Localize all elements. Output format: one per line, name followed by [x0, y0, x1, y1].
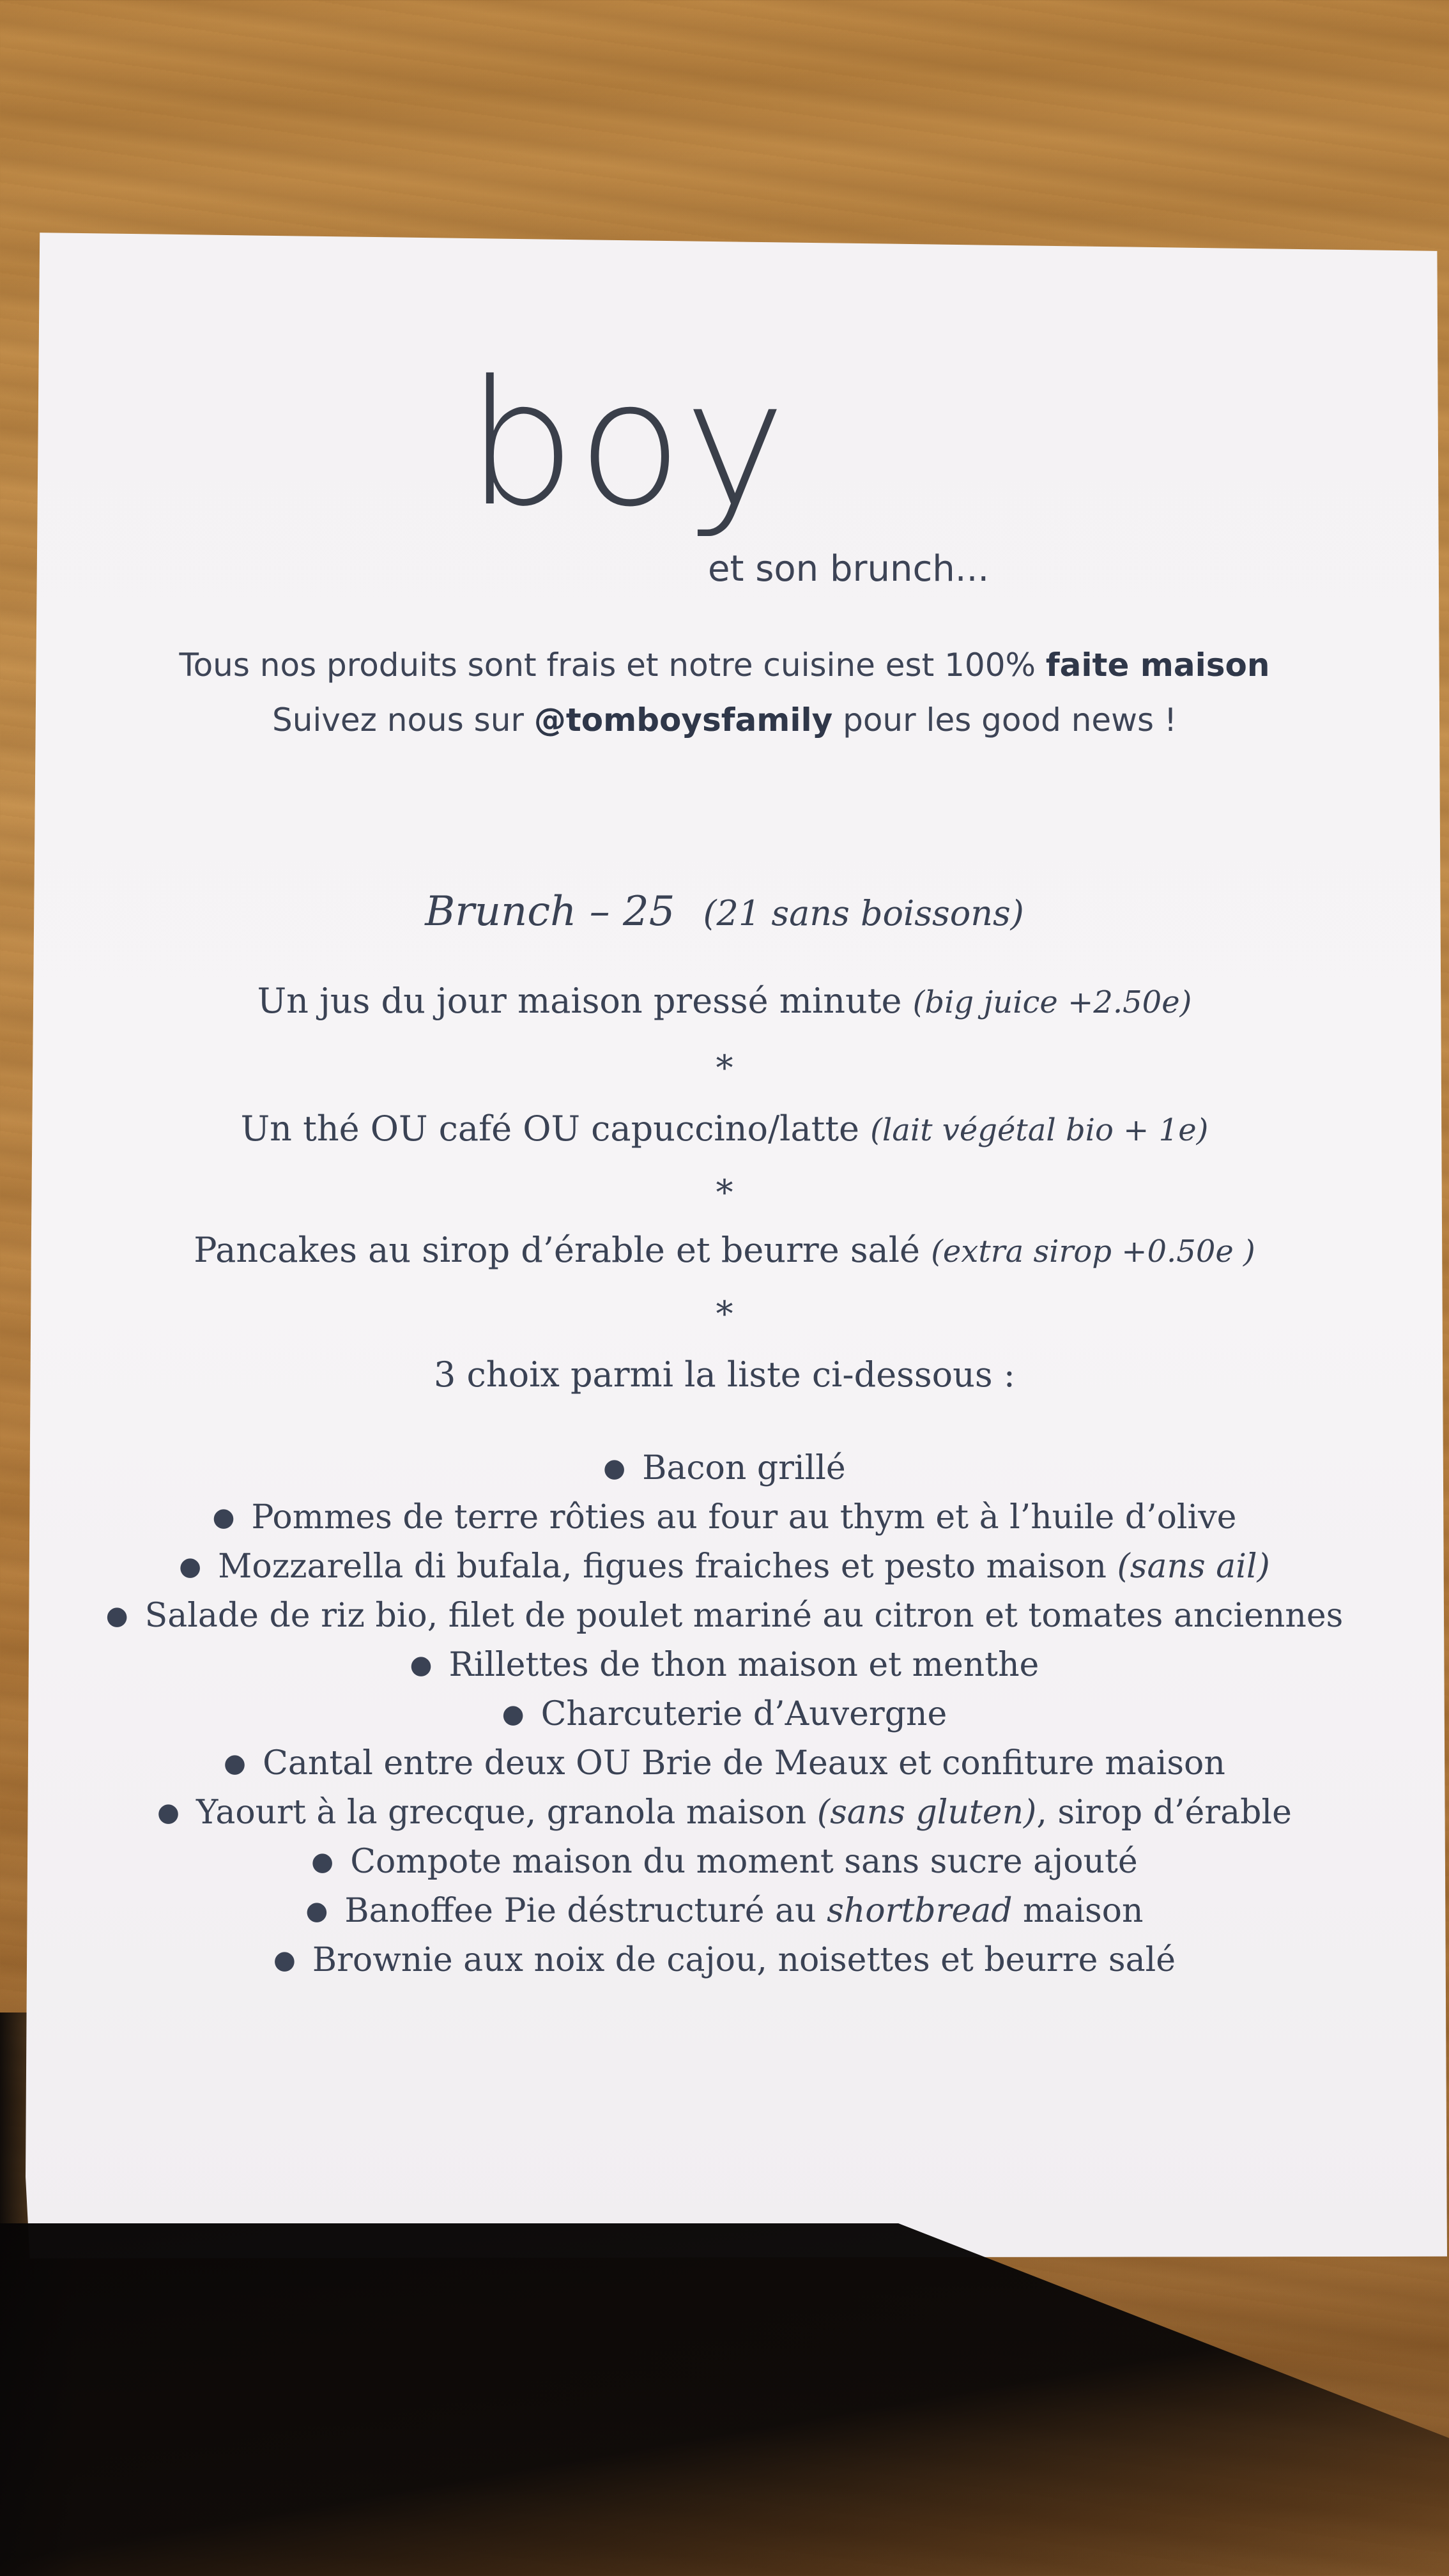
list-item: ● Salade de riz bio, filet de poulet mariné au citron et tomates anciennes [0, 1591, 1449, 1641]
bullet-icon: ● [410, 1650, 433, 1680]
bullet-icon: ● [502, 1699, 525, 1729]
list-item: ● Charcuterie d’Auvergne [0, 1690, 1449, 1739]
brunch-subtitle: (21 sans boissons) [703, 893, 1024, 933]
bullet-icon: ● [224, 1749, 247, 1778]
list-item: ● Bacon grillé [0, 1444, 1449, 1493]
instagram-handle: @tomboysfamily [533, 702, 833, 739]
bullet-icon: ● [179, 1552, 202, 1581]
menu-item: Un thé OU café OU capuccino/latte (lait végétal bio + 1e) [240, 1108, 1209, 1149]
list-item: ● Compote maison du moment sans sucre ajouté [0, 1837, 1449, 1887]
logo: boy [466, 343, 788, 544]
brunch-title: Brunch – 25 (21 sans boissons) [425, 888, 1024, 935]
list-item: ● Pommes de terre rôties au four au thym et à l’huile d’olive [0, 1493, 1449, 1542]
shadow-bottom [0, 2223, 1449, 2576]
list-item: ● Cantal entre deux OU Brie de Meaux et confiture maison [0, 1739, 1449, 1788]
bullet-icon: ● [311, 1847, 334, 1876]
separator: * [716, 1294, 733, 1334]
menu-item: Un jus du jour maison pressé minute (big juice +2.50e) [257, 981, 1192, 1021]
list-item: ● Yaourt à la grecque, granola maison (sans gluten), sirop d’érable [0, 1788, 1449, 1837]
bullet-icon: ● [603, 1453, 626, 1483]
tagline: et son brunch... [708, 548, 990, 590]
bullet-icon: ● [105, 1601, 128, 1630]
separator: * [716, 1048, 733, 1088]
bullet-icon: ● [305, 1896, 328, 1926]
list-item: ● Brownie aux noix de cajou, noisettes et beurre salé [0, 1936, 1449, 1985]
intro-line-1: Tous nos produits sont frais et notre cuisine est 100% faite maison [179, 647, 1270, 684]
separator: * [716, 1172, 733, 1213]
bullet-icon: ● [157, 1798, 180, 1827]
bullet-icon: ● [273, 1945, 296, 1975]
menu-item: Pancakes au sirop d’érable et beurre salé (extra sirop +0.50e ) [194, 1230, 1255, 1270]
choice-list [0, 1444, 1449, 1985]
list-item: ● Banoffee Pie déstructuré au shortbread maison [0, 1887, 1449, 1936]
bullet-icon: ● [212, 1503, 235, 1532]
choice-intro: 3 choix parmi la liste ci-dessous : [434, 1354, 1015, 1395]
list-item: ● Rillettes de thon maison et menthe [0, 1641, 1449, 1690]
list-item: ● Mozzarella di bufala, figues fraiches et pesto maison (sans ail) [0, 1542, 1449, 1591]
intro-line-2: Suivez nous sur @tomboysfamily pour les good news ! [272, 702, 1177, 739]
